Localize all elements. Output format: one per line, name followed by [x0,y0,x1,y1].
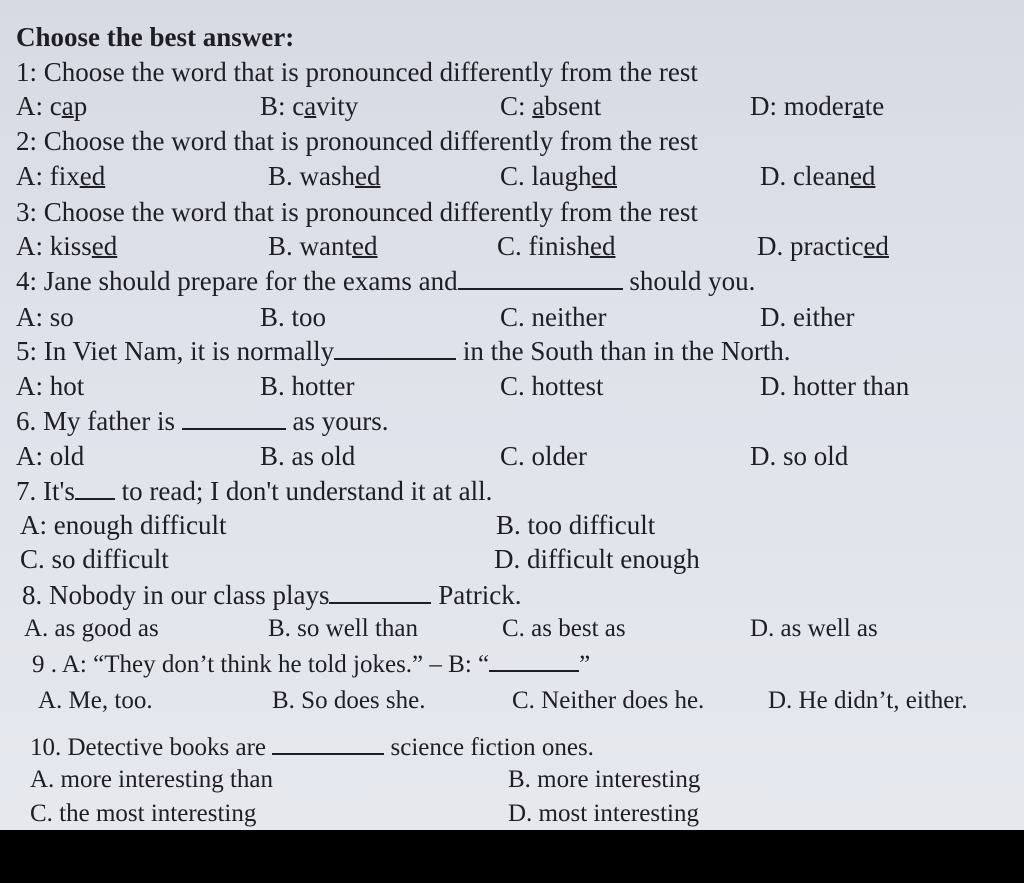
q3-c-underlined: ed [590,231,616,261]
question-6-stem [16,406,388,436]
q5-option-d: D. hotter than [760,371,910,401]
q4-blank [458,266,623,290]
question-4-stem [16,266,755,296]
q1-a-prefix: A: c [16,91,62,121]
q5-option-b: B. hotter [260,371,355,401]
q6-option-d: D. so old [750,441,849,471]
question-10-stem [30,731,594,763]
q9-stem-after: ” [579,651,591,678]
q5-stem-after: in the South than in the North. [462,336,791,366]
q1-option-c [500,91,601,121]
q9-option-a: A. Me, too. [38,687,153,714]
q1-a-suffix: p [73,91,88,121]
q5-blank [334,336,456,360]
q1-c-prefix: C: [500,91,533,121]
q3-a-underlined: ed [91,231,118,261]
q8-blank [329,580,431,604]
q1-d-prefix: D: moder [750,91,853,121]
q6-blank [182,406,286,430]
question-9-stem [32,648,590,680]
q2-a-prefix: A: fix [16,161,80,191]
q8-stem-before: 8. Nobody in our class plays [22,580,330,610]
q6-stem-before: 6. My father is [16,406,175,436]
question-1-stem: 1: Choose the word that is pronounced differently from the rest [16,57,698,87]
q1-d-underlined: a [852,91,865,121]
q7-stem-before: 7. It's [16,476,75,506]
q2-d-prefix: D. clean [760,161,850,191]
q2-d-underlined: ed [849,161,876,191]
q4-option-b: B. too [260,302,327,332]
q2-option-a [16,161,105,191]
q2-c-prefix: C. laugh [500,161,592,191]
q5-option-c: C. hottest [500,371,604,401]
question-7-stem [16,476,492,506]
q8-option-c: C. as best as [502,615,626,642]
q10-option-c: C. the most interesting [30,800,257,827]
q1-option-d [750,91,884,121]
q8-option-a: A. as good as [24,615,159,642]
q8-option-d: D. as well as [750,615,878,642]
q1-b-suffix: vity [316,91,359,121]
q3-option-b [268,231,377,261]
question-3-stem: 3: Choose the word that is pronounced differently from the rest [16,197,698,227]
q8-stem-after: Patrick. [438,580,522,610]
q7-option-c: C. so difficult [20,544,169,574]
q2-a-underlined: ed [79,161,106,191]
question-8-stem [22,580,521,610]
question-2-stem: 2: Choose the word that is pronounced differently from the rest [16,126,698,156]
q1-b-underlined: a [304,91,317,121]
q3-b-underlined: ed [352,231,378,261]
q6-option-a: A: old [16,441,85,471]
q7-option-b: B. too difficult [496,510,656,540]
q10-stem-after: science fiction ones. [390,734,594,761]
q4-stem-after: should you. [629,266,756,296]
q5-stem-before: 5: In Viet Nam, it is normally [16,336,335,366]
q10-option-d: D. most interesting [508,800,699,827]
q6-stem-after: as yours. [292,406,389,436]
q2-b-prefix: B. wash [268,161,355,191]
q1-c-underlined: a [532,91,545,121]
q3-a-prefix: A: kiss [16,231,92,261]
q3-option-a [16,231,117,261]
q4-option-d: D. either [760,302,855,332]
q2-option-d [760,161,875,191]
q7-blank [75,476,115,500]
q3-option-d [757,231,889,261]
q7-option-d: D. difficult enough [494,544,700,574]
q7-stem-after: to read; I don't understand it at all. [121,476,493,506]
q10-option-a: A. more interesting than [30,766,273,793]
q1-d-suffix: te [864,91,885,121]
q2-option-b [268,161,380,191]
q10-blank [272,731,384,755]
q4-option-a: A: so [16,302,74,332]
q4-option-c: C. neither [500,302,607,332]
q1-a-underlined: a [61,91,74,121]
q1-b-prefix: B: c [260,91,305,121]
q9-option-d: D. He didn’t, either. [768,687,968,714]
q3-d-prefix: D. practic [757,231,864,261]
q2-c-underlined: ed [591,161,617,191]
q4-stem-before: 4: Jane should prepare for the exams and [16,266,458,296]
question-5-stem [16,336,791,366]
q9-stem-before: 9 . A: “They don’t think he told jokes.” – B: “ [32,651,490,678]
q10-option-b: B. more interesting [508,766,701,793]
q3-option-c [497,231,616,261]
q9-option-b: B. So does she. [272,687,426,714]
q3-b-prefix: B. want [268,231,352,261]
black-border [0,830,1024,883]
q3-c-prefix: C. finish [497,231,591,261]
q3-d-underlined: ed [863,231,889,261]
q6-option-c: C. older [500,441,587,471]
q2-b-underlined: ed [355,161,381,191]
q9-blank [489,648,579,672]
heading: Choose the best answer: [16,22,295,52]
q1-c-suffix: bsent [544,91,602,121]
q5-option-a: A: hot [16,371,85,401]
q1-option-b [260,91,358,121]
q9-option-c: C. Neither does he. [512,687,705,714]
q7-option-a: A: enough difficult [20,510,227,540]
q1-option-a [16,91,87,121]
q2-option-c [500,161,617,191]
q8-option-b: B. so well than [268,615,418,642]
q10-stem-before: 10. Detective books are [30,734,267,761]
q6-option-b: B. as old [260,441,356,471]
